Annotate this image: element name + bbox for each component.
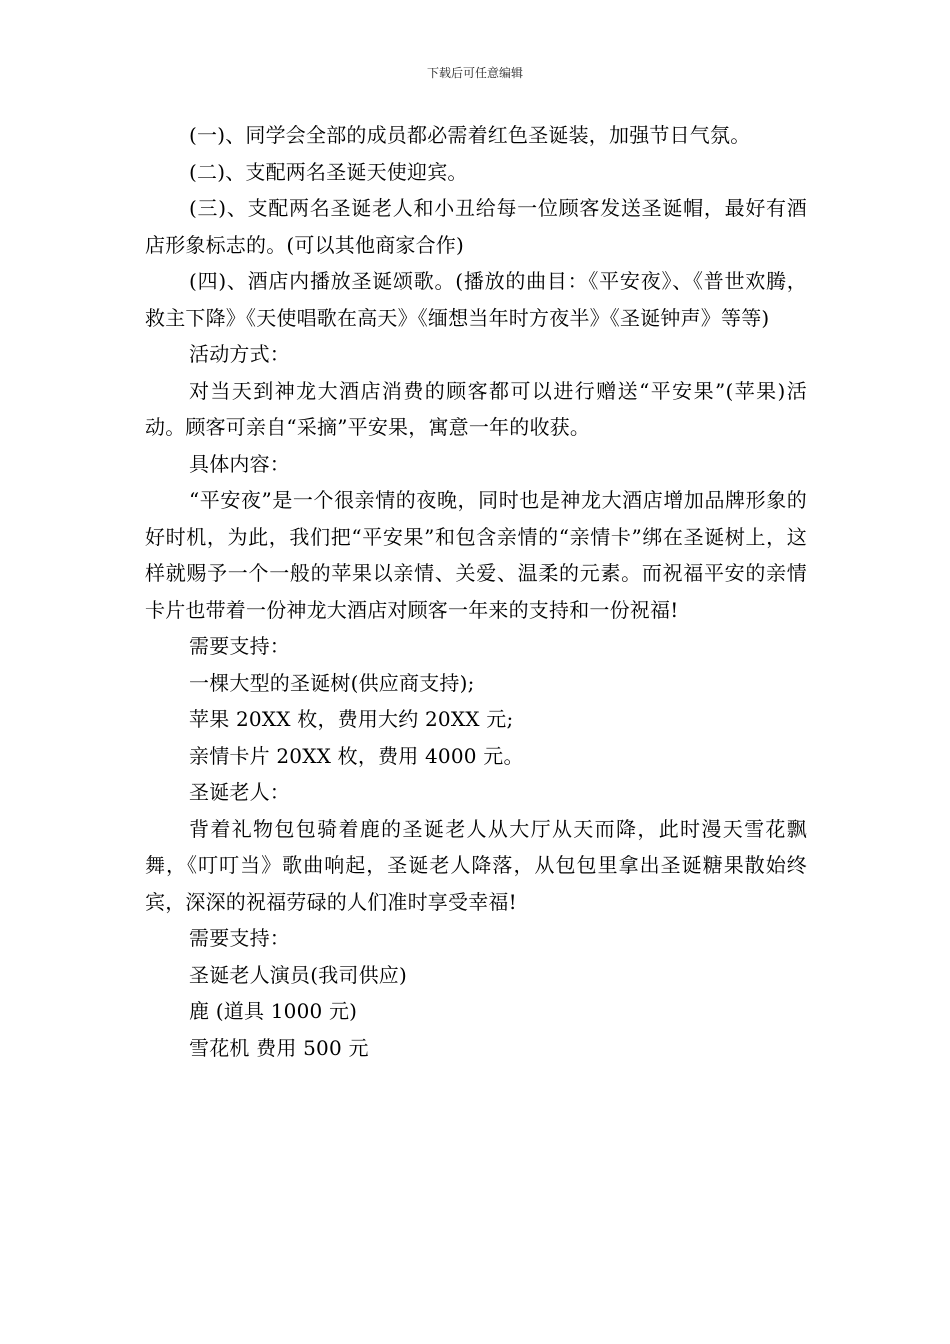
paragraph-4: (四)、酒店内播放圣诞颂歌。(播放的曲目：《平安夜》、《普世欢腾，救主下降》《天使唱歌在高天》《缅想当年时方夜半》《圣诞钟声》等等) <box>145 269 807 330</box>
section-heading-activity-method: 活动方式： <box>189 342 290 366</box>
paragraph-activity-method: 对当天到神龙大酒店消费的顾客都可以进行赠送“平安果”(苹果)活动。顾客可亲自“采摘”平安果，寓意一年的收获。 <box>145 378 807 439</box>
section-heading-support-2: 需要支持： <box>189 926 290 950</box>
paragraph-3: (三)、支配两名圣诞老人和小丑给每一位顾客发送圣诞帽，最好有酒店形象标志的。(可以其他商家合作) <box>145 196 807 257</box>
section-heading-support-1: 需要支持： <box>189 634 290 658</box>
document-body <box>145 117 807 1066</box>
paragraph-1: (一)、同学会全部的成员都必需着红色圣诞装，加强节日气氛。 <box>189 123 751 147</box>
support-item-cards: 亲情卡片 20XX 枚，费用 4000 元。 <box>189 743 524 768</box>
support-item-tree: 一棵大型的圣诞树(供应商支持); <box>189 670 475 695</box>
support-item-santa-actor: 圣诞老人演员(我司供应) <box>189 962 408 987</box>
support-item-snow-machine: 雪花机 费用 500 元 <box>189 1035 369 1060</box>
page-header-note: 下载后可任意编辑 <box>426 66 523 80</box>
paragraph-santa: 背着礼物包包骑着鹿的圣诞老人从大厅从天而降，此时漫天雪花飘舞，《叮叮当》歌曲响起，圣诞老人降落，从包包里拿出圣诞糖果散始终宾，深深的祝福劳碌的人们准时享受幸福! <box>145 816 807 914</box>
section-heading-santa: 圣诞老人： <box>189 780 290 804</box>
support-item-apples: 苹果 20XX 枚，费用大约 20XX 元; <box>189 707 514 731</box>
paragraph-details: “平安夜”是一个很亲情的夜晚，同时也是神龙大酒店增加品牌形象的好时机，为此，我们把“平安果”和包含亲情的“亲情卡”绑在圣诞树上，这样就赐予一个一般的苹果以亲情、关爱、温柔的元素。而祝福平安的亲情卡片也带着一份神龙大酒店对顾客一年来的支持和一份祝福! <box>145 488 807 622</box>
support-item-deer: 鹿 (道具 1000 元) <box>189 999 358 1023</box>
section-heading-details: 具体内容： <box>189 451 290 476</box>
paragraph-2: (二)、支配两名圣诞天使迎宾。 <box>189 159 468 184</box>
